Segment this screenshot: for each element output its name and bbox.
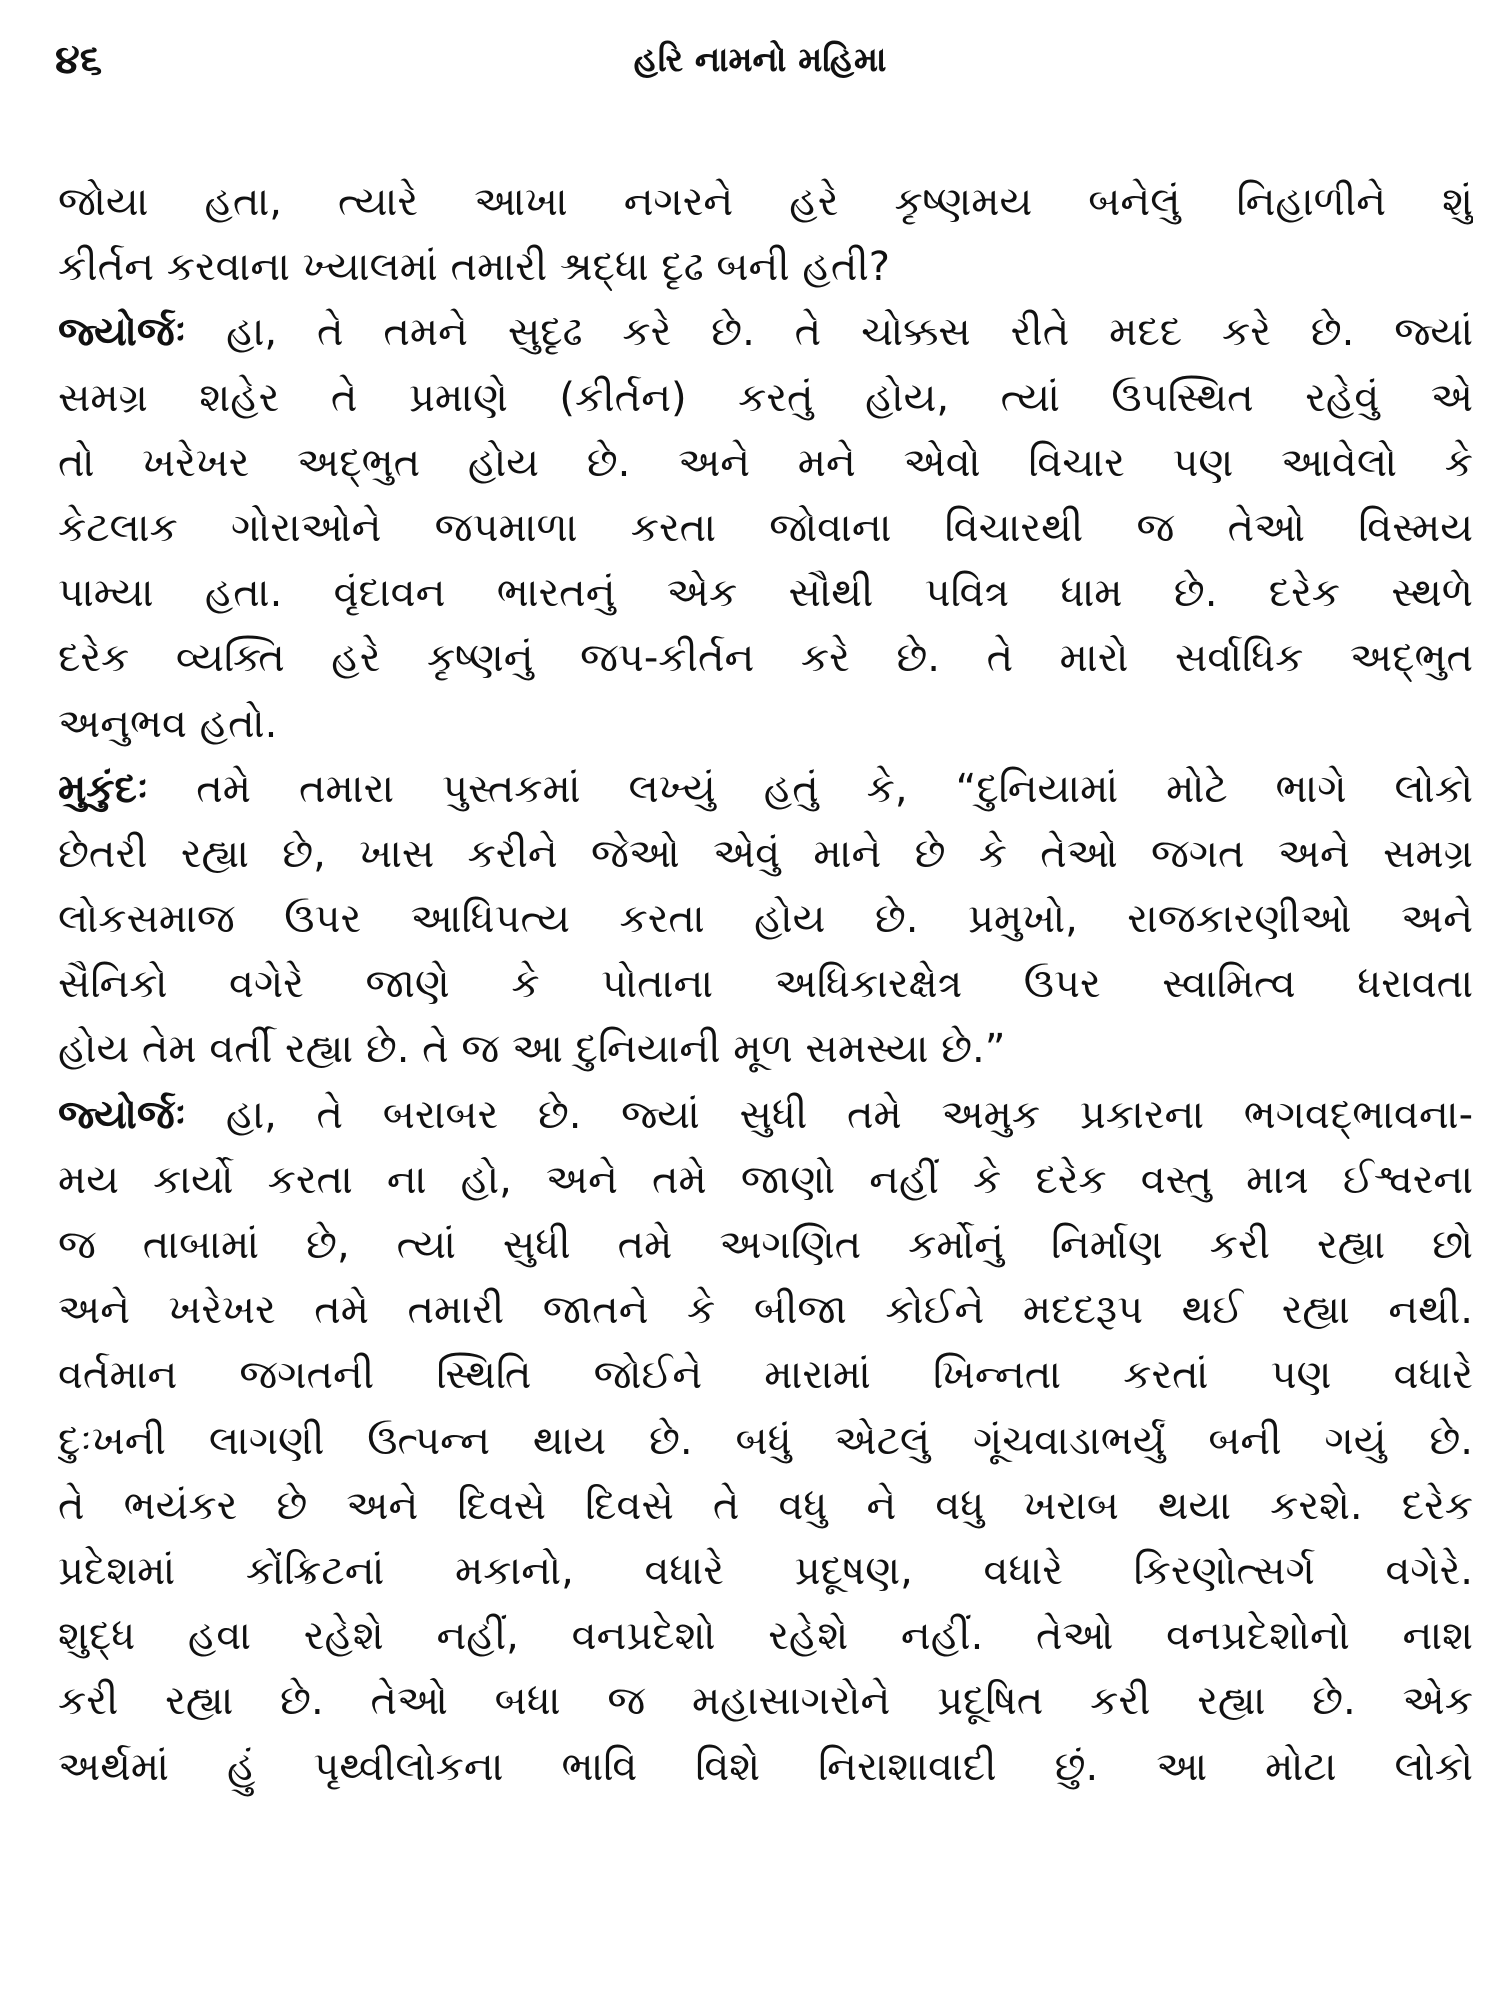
line-text: દરેક વ્યક્તિ હરે કૃષ્ણનું જપ-કીર્તન કરે છે. તે મારો સર્વાધિક અદ્ભુત (58, 635, 1473, 682)
text-line (58, 1409, 1473, 1474)
text-line (58, 1735, 1473, 1800)
text-line (58, 1213, 1473, 1278)
line-text: કેટલાક ગોરાઓને જપમાળા કરતા જોવાના વિચારથી જ તેઓ વિસ્મય (58, 504, 1473, 551)
line-text: સમગ્ર શહેર તે પ્રમાણે (કીર્તન) કરતું હોય, ત્યાં ઉપસ્થિત રહેવું એ (58, 374, 1473, 421)
line-text: અર્થમાં હું પૃથ્વીલોકના ભાવિ વિશે નિરાશાવાદી છું. આ મોટા લોકો (58, 1743, 1473, 1790)
text-line (58, 626, 1473, 691)
text-line (58, 1474, 1473, 1539)
line-text: તો ખરેખર અદ્ભુત હોય છે. અને મને એવો વિચાર પણ આવેલો કે (58, 439, 1473, 486)
line-text: અનુભવ હતો. (58, 700, 278, 747)
text-line (58, 561, 1473, 626)
speaker-label: મુકુંદઃ (58, 765, 149, 812)
text-line (58, 1539, 1473, 1604)
line-text: મય કાર્યો કરતા ના હો, અને તમે જાણો નહીં કે દરેક વસ્તુ માત્ર ઈશ્વરના (58, 1156, 1473, 1203)
text-line (58, 170, 1473, 235)
line-text: હા, તે બરાબર છે. જ્યાં સુધી તમે અમુક પ્રકારના ભગવદ્ભાવના- (186, 1091, 1473, 1138)
line-text: હા, તે તમને સુદૃઢ કરે છે. તે ચોક્કસ રીતે મદદ કરે છે. જ્યાં (186, 309, 1473, 356)
text-line (58, 496, 1473, 561)
page-header (55, 30, 1465, 90)
running-title: હરિ નામનો મહિમા (633, 40, 887, 80)
line-text: દુઃખની લાગણી ઉત્પન્ન થાય છે. બધું એટલું ગૂંચવાડાભર્યું બની ગયું છે. (58, 1417, 1473, 1464)
speaker-label: જ્યોર્જઃ (58, 1091, 187, 1138)
page-number: ૪૬ (55, 37, 103, 83)
line-text: જોયા હતા, ત્યારે આખા નગરને હરે કૃષ્ણમય બનેલું નિહાળીને શું (58, 179, 1473, 225)
text-line (58, 1278, 1473, 1343)
text-line (58, 235, 1473, 300)
text-line (58, 1604, 1473, 1669)
text-line (58, 757, 1473, 822)
line-text: પ્રદેશમાં કોંક્રિટનાં મકાનો, વધારે પ્રદૂષણ, વધારે કિરણોત્સર્ગ વગેરે. (58, 1547, 1473, 1594)
text-line (58, 692, 1473, 757)
line-text: લોકસમાજ ઉપર આધિપત્ય કરતા હોય છે. પ્રમુખો, રાજકારણીઓ અને (58, 896, 1473, 943)
text-line (58, 1083, 1473, 1148)
line-text: વર્તમાન જગતની સ્થિતિ જોઈને મારામાં ખિન્નતા કરતાં પણ વધારે (58, 1352, 1473, 1399)
line-text: પામ્યા હતા. વૃંદાવન ભારતનું એક સૌથી પવિત્ર ધામ છે. દરેક સ્થળે (58, 570, 1473, 617)
speaker-label: જ્યોર્જઃ (58, 309, 187, 356)
text-line (58, 952, 1473, 1017)
text-line (58, 1017, 1473, 1082)
body-text (58, 170, 1473, 1800)
text-line (58, 887, 1473, 952)
line-text: છેતરી રહ્યા છે, ખાસ કરીને જેઓ એવું માને છે કે તેઓ જગત અને સમગ્ર (58, 830, 1473, 877)
text-line (58, 1669, 1473, 1734)
line-text: સૈનિકો વગેરે જાણે કે પોતાના અધિકારક્ષેત્ર ઉપર સ્વામિત્વ ધરાવતા (58, 961, 1473, 1008)
text-line (58, 300, 1473, 365)
text-line (58, 366, 1473, 431)
line-text: તમે તમારા પુસ્તકમાં લખ્યું હતું કે, “દુનિયામાં મોટે ભાગે લોકો (148, 765, 1473, 812)
text-line (58, 1343, 1473, 1408)
line-text: કરી રહ્યા છે. તેઓ બધા જ મહાસાગરોને પ્રદૂષિત કરી રહ્યા છે. એક (58, 1678, 1473, 1725)
text-line (58, 1148, 1473, 1213)
line-text: હોય તેમ વર્તી રહ્યા છે. તે જ આ દુનિયાની મૂળ સમસ્યા છે.” (58, 1026, 1006, 1073)
text-line (58, 431, 1473, 496)
line-text: શુદ્ધ હવા રહેશે નહીં, વનપ્રદેશો રહેશે નહીં. તેઓ વનપ્રદેશોનો નાશ (58, 1613, 1473, 1660)
line-text: કીર્તન કરવાના ખ્યાલમાં તમારી શ્રદ્ધા દૃઢ બની હતી? (58, 244, 891, 291)
text-line (58, 822, 1473, 887)
line-text: તે ભયંકર છે અને દિવસે દિવસે તે વધુ ને વધુ ખરાબ થયા કરશે. દરેક (58, 1482, 1473, 1529)
line-text: જ તાબામાં છે, ત્યાં સુધી તમે અગણિત કર્મોનું નિર્માણ કરી રહ્યા છો (58, 1222, 1473, 1268)
line-text: અને ખરેખર તમે તમારી જાતને કે બીજા કોઈને મદદરૂપ થઈ રહ્યા નથી. (58, 1287, 1473, 1334)
